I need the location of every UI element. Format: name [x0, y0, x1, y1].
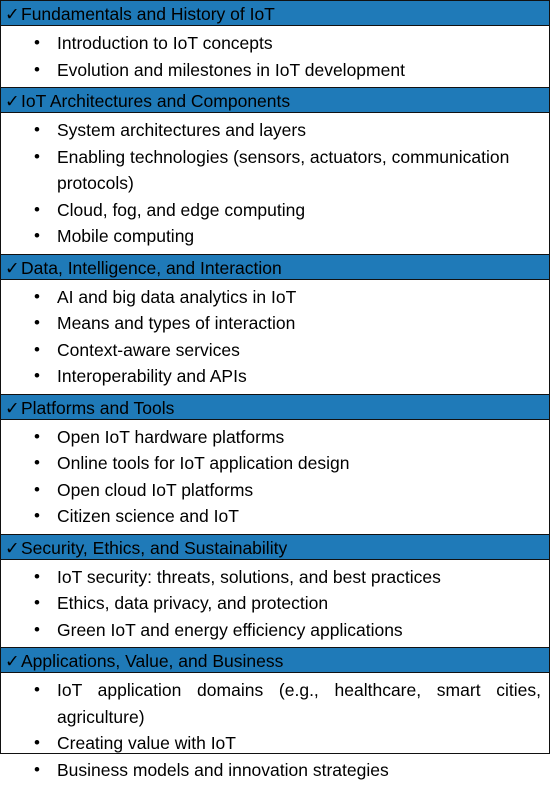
list-item: [1, 30, 549, 57]
item-text: Evolution and milestones in IoT development: [57, 59, 405, 80]
section-title: Data, Intelligence, and Interaction: [21, 257, 282, 278]
list-item: [1, 617, 549, 644]
section-header-fundamentals: [1, 1, 549, 26]
bullet-icon: •: [34, 286, 40, 306]
bullet-icon: •: [34, 33, 40, 52]
list-item: [1, 477, 549, 504]
checkmark-icon: ✓: [5, 91, 20, 111]
section-title: IoT Architectures and Components: [21, 91, 291, 111]
bullet-icon: •: [34, 59, 40, 79]
bullet-icon: •: [34, 479, 40, 499]
bullet-icon: •: [34, 339, 40, 359]
list-item: [1, 144, 549, 197]
section-header-data-intelligence: [1, 254, 549, 280]
section-header-security: [1, 534, 549, 560]
list-item: [1, 284, 549, 311]
list-item: [1, 424, 549, 451]
list-item: [1, 450, 549, 477]
list-item: [1, 337, 549, 364]
item-text: Online tools for IoT application design: [57, 453, 350, 473]
topic-list: [1, 280, 549, 394]
bullet-icon: •: [34, 453, 40, 472]
item-text: System architectures and layers: [57, 120, 306, 140]
bullet-icon: •: [34, 733, 40, 752]
checkmark-icon: ✓: [5, 4, 20, 24]
bullet-icon: •: [34, 506, 40, 525]
section-header-platforms: [1, 394, 549, 420]
bullet-icon: •: [34, 759, 40, 779]
item-text: IoT application domains (e.g., healthcare, smart cities, agriculture): [57, 680, 541, 727]
list-item: [1, 223, 549, 250]
list-item: [1, 757, 549, 784]
item-text: Green IoT and energy efficiency applications: [57, 619, 403, 640]
item-text: Interoperability and APIs: [57, 366, 247, 386]
item-text: Context-aware services: [57, 339, 240, 360]
item-text: Mobile computing: [57, 226, 195, 246]
item-text: Business models and innovation strategies: [57, 759, 389, 780]
topic-list: [1, 420, 549, 534]
checkmark-icon: ✓: [5, 397, 20, 418]
list-item: [1, 117, 549, 144]
item-text: Means and types of interaction: [57, 313, 296, 333]
topic-list: [1, 26, 549, 87]
bullet-icon: •: [34, 226, 40, 245]
item-text: Citizen science and IoT: [57, 506, 239, 526]
checkmark-icon: ✓: [5, 537, 20, 558]
section-header-architectures: [1, 87, 549, 113]
section-title: Applications, Value, and Business: [21, 651, 284, 671]
list-item: [1, 677, 549, 730]
checkmark-icon: ✓: [5, 651, 20, 671]
item-text: Enabling technologies (sensors, actuators, communication protocols): [57, 146, 510, 193]
item-text: Open IoT hardware platforms: [57, 426, 285, 447]
bullet-icon: •: [34, 199, 40, 219]
bullet-icon: •: [34, 426, 40, 446]
topic-list: [1, 113, 549, 254]
bullet-icon: •: [34, 566, 40, 586]
list-item: [1, 57, 549, 84]
list-item: [1, 564, 549, 591]
item-text: AI and big data analytics in IoT: [57, 286, 297, 307]
bullet-icon: •: [34, 680, 40, 699]
item-text: Open cloud IoT platforms: [57, 479, 254, 500]
section-header-applications: [1, 647, 549, 673]
bullet-icon: •: [34, 619, 40, 639]
list-item: [1, 503, 549, 530]
bullet-icon: •: [34, 146, 40, 166]
item-text: IoT security: threats, solutions, and best practices: [57, 566, 441, 587]
bullet-icon: •: [34, 366, 40, 385]
list-item: [1, 197, 549, 224]
list-item: [1, 730, 549, 757]
checkmark-icon: ✓: [5, 257, 20, 278]
list-item: [1, 363, 549, 390]
item-text: Cloud, fog, and edge computing: [57, 199, 306, 220]
item-text: Ethics, data privacy, and protection: [57, 593, 329, 613]
list-item: [1, 310, 549, 337]
item-text: Creating value with IoT: [57, 733, 236, 753]
bullet-icon: •: [34, 593, 40, 612]
item-text: Introduction to IoT concepts: [57, 33, 273, 53]
topic-list: [1, 560, 549, 648]
topic-list: [1, 673, 549, 787]
section-title: Security, Ethics, and Sustainability: [21, 537, 288, 558]
section-title: Platforms and Tools: [21, 397, 175, 418]
bullet-icon: •: [34, 120, 40, 139]
bullet-icon: •: [34, 313, 40, 332]
list-item: [1, 590, 549, 617]
section-title: Fundamentals and History of IoT: [21, 4, 275, 24]
